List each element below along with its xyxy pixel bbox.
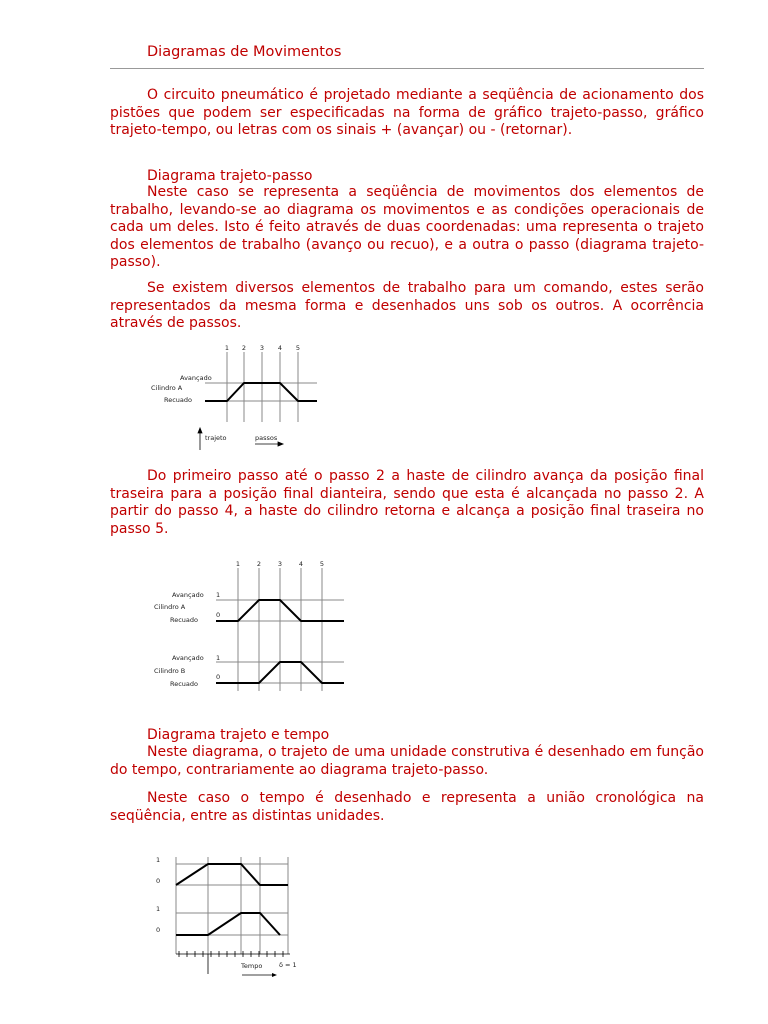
cyl-b-zero: 0 bbox=[216, 673, 221, 681]
label-advanced: Avançado bbox=[180, 374, 212, 382]
step-label: 2 bbox=[241, 344, 247, 352]
figure-trajeto-passo-two-cylinders bbox=[150, 556, 350, 696]
step-label: 1 bbox=[235, 560, 241, 568]
cyl-a-advanced: Avançado bbox=[172, 591, 204, 599]
step-label: 3 bbox=[277, 560, 283, 568]
section2-paragraph-2: Neste caso o tempo é desenhado e representa a união cronológica na seqüência, entre as distintas unidades. bbox=[110, 790, 704, 824]
axis-label-time: Tempo bbox=[241, 962, 263, 970]
cyl-a-one: 1 bbox=[216, 591, 221, 599]
page-title: Diagramas de Movimentos bbox=[147, 44, 342, 60]
bottom-unit-path bbox=[176, 913, 280, 935]
top-one-label: 1 bbox=[156, 856, 161, 864]
step-label: 4 bbox=[298, 560, 304, 568]
step-label: 1 bbox=[224, 344, 230, 352]
label-retracted: Recuado bbox=[164, 396, 193, 404]
figure-trajeto-tempo bbox=[150, 842, 310, 982]
section1-paragraph-3: Do primeiro passo até o passo 2 a haste de cilindro avança da posição final traseira para a posição final dianteira, sendo que esta é alcançada no passo 2. A partir do passo 4, a haste do cilindro retorna e alcança a posição final traseira no passo 5. bbox=[110, 468, 704, 537]
axis-label-steps: passos bbox=[255, 434, 278, 442]
cyl-b-name: Cilindro B bbox=[154, 667, 186, 675]
cyl-a-zero: 0 bbox=[216, 611, 221, 619]
step-label: 5 bbox=[319, 560, 325, 568]
step-label: 5 bbox=[295, 344, 301, 352]
cyl-a-name: Cilindro A bbox=[154, 603, 186, 611]
top-unit-path bbox=[176, 864, 288, 885]
step-label: 3 bbox=[259, 344, 265, 352]
intro-paragraph: O circuito pneumático é projetado mediante a seqüência de acionamento dos pistões que podem ser especificadas na forma de gráfico trajeto-passo, gráfico trajeto-tempo, ou letras com os sinais + (avançar) ou - (retornar). bbox=[110, 87, 704, 139]
section-heading-trajeto-passo: Diagrama trajeto-passo bbox=[147, 168, 313, 184]
section1-paragraph-2: Se existem diversos elementos de trabalho para um comando, estes serão representados da mesma forma e desenhados uns sob os outros. A ocorrência através de passos. bbox=[110, 280, 704, 332]
step-label: 2 bbox=[256, 560, 262, 568]
header-divider bbox=[110, 68, 704, 69]
section-heading-trajeto-tempo: Diagrama trajeto e tempo bbox=[147, 727, 330, 743]
top-zero-label: 0 bbox=[156, 877, 161, 885]
bottom-zero-label: 0 bbox=[156, 926, 161, 934]
figure-trajeto-passo-single bbox=[147, 342, 327, 457]
cyl-b-advanced: Avançado bbox=[172, 654, 204, 662]
cyl-a-retracted: Recuado bbox=[170, 616, 199, 624]
label-cylinder: Cilindro A bbox=[151, 384, 183, 392]
step-label: 4 bbox=[277, 344, 283, 352]
cyl-b-retracted: Recuado bbox=[170, 680, 199, 688]
section2-paragraph-1: Neste diagrama, o trajeto de uma unidade construtiva é desenhado em função do tempo, contrariamente ao diagrama trajeto-passo. bbox=[110, 744, 704, 778]
tick-note: δ = 1 bbox=[279, 961, 297, 969]
axis-label-path: trajeto bbox=[205, 434, 227, 442]
section1-paragraph-1: Neste caso se representa a seqüência de movimentos dos elementos de trabalho, levando-se ao diagrama os movimentos e as condições operacionais de cada um deles. Isto é feito através de duas coordenadas: uma representa o trajeto dos elementos de trabalho (avanço ou recuo), e a outra o passo (diagrama trajeto-passo). bbox=[110, 184, 704, 271]
cyl-b-one: 1 bbox=[216, 654, 221, 662]
bottom-one-label: 1 bbox=[156, 905, 161, 913]
